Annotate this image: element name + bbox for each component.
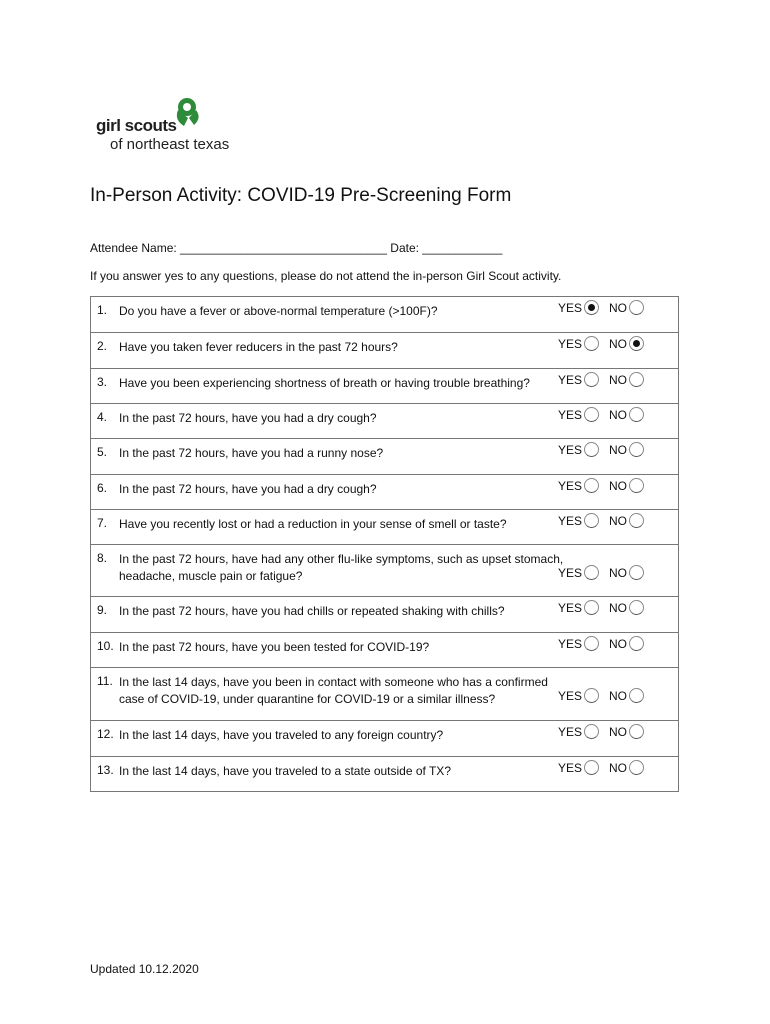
question-number: 5. xyxy=(97,445,108,459)
yes-option[interactable] xyxy=(558,407,605,422)
no-label: NO xyxy=(609,407,627,422)
no-label: NO xyxy=(609,300,627,315)
no-option[interactable] xyxy=(609,300,650,315)
question-text: In the past 72 hours, have had any other flu-like symptoms, such as upset stomach, headache, muscle pain or fatigue? xyxy=(119,552,564,583)
question-text: In the past 72 hours, have you had a dry cough? xyxy=(119,411,377,425)
no-option[interactable] xyxy=(609,513,650,528)
no-radio-button[interactable] xyxy=(629,760,644,775)
yes-radio-button[interactable] xyxy=(584,636,599,651)
answer-options xyxy=(558,478,650,493)
yes-radio-button[interactable] xyxy=(584,688,599,703)
no-radio-button[interactable] xyxy=(629,724,644,739)
yes-label: YES xyxy=(557,407,582,422)
answer-options xyxy=(558,442,650,457)
yes-label: YES xyxy=(557,760,582,775)
yes-radio-button[interactable] xyxy=(584,407,599,422)
question-row xyxy=(91,297,678,332)
question-row xyxy=(91,720,678,756)
answer-options xyxy=(558,760,650,775)
no-option[interactable] xyxy=(609,407,650,422)
yes-option[interactable] xyxy=(558,442,605,457)
no-option[interactable] xyxy=(609,372,650,387)
no-radio-button[interactable] xyxy=(629,442,644,457)
question-number: 9. xyxy=(97,603,108,617)
no-label: NO xyxy=(609,636,627,651)
no-radio-button[interactable] xyxy=(629,336,644,351)
no-label: NO xyxy=(609,565,627,580)
logo-text-primary: girl scouts xyxy=(96,116,177,135)
answer-options xyxy=(558,336,650,351)
no-label: NO xyxy=(609,372,627,387)
form-title: In-Person Activity: COVID-19 Pre-Screening Form xyxy=(90,185,512,206)
yes-radio-button[interactable] xyxy=(584,600,599,615)
no-option[interactable] xyxy=(609,600,650,615)
answer-options xyxy=(558,688,650,703)
yes-radio-button[interactable] xyxy=(584,724,599,739)
no-option[interactable] xyxy=(609,565,650,580)
yes-radio-button[interactable] xyxy=(584,442,599,457)
yes-label: YES xyxy=(557,442,582,457)
question-row xyxy=(91,544,678,596)
yes-label: YES xyxy=(557,600,582,615)
question-row xyxy=(91,474,678,509)
yes-radio-button[interactable] xyxy=(584,336,599,351)
question-text: In the past 72 hours, have you been tested for COVID-19? xyxy=(119,640,430,654)
yes-option[interactable] xyxy=(558,300,605,315)
logo-text-secondary: of northeast texas xyxy=(110,136,230,153)
yes-option[interactable] xyxy=(558,478,605,493)
no-label: NO xyxy=(609,513,627,528)
no-option[interactable] xyxy=(609,724,650,739)
no-radio-button[interactable] xyxy=(629,688,644,703)
yes-option[interactable] xyxy=(558,760,605,775)
yes-label: YES xyxy=(557,688,582,703)
yes-label: YES xyxy=(557,336,582,351)
yes-label: YES xyxy=(557,636,582,651)
question-number: 13. xyxy=(97,763,114,777)
no-label: NO xyxy=(609,724,627,739)
no-radio-button[interactable] xyxy=(629,600,644,615)
answer-options xyxy=(558,372,650,387)
question-row xyxy=(91,596,678,632)
yes-radio-button[interactable] xyxy=(584,513,599,528)
no-radio-button[interactable] xyxy=(629,565,644,580)
yes-option[interactable] xyxy=(558,336,605,351)
question-row xyxy=(91,332,678,368)
answer-options xyxy=(558,407,650,422)
question-text: In the last 14 days, have you been in contact with someone who has a confirmed case of COVID-19, under quarantine for COVID-19 or a similar illness? xyxy=(119,675,548,706)
question-row xyxy=(91,509,678,544)
question-number: 1. xyxy=(97,303,108,317)
yes-radio-button[interactable] xyxy=(584,565,599,580)
instruction-text: If you answer yes to any questions, please do not attend the in-person Girl Scout activity. xyxy=(90,269,562,283)
no-radio-button[interactable] xyxy=(629,513,644,528)
no-radio-button[interactable] xyxy=(629,407,644,422)
question-text: Have you been experiencing shortness of breath or having trouble breathing? xyxy=(119,376,530,390)
no-label: NO xyxy=(609,760,627,775)
question-number: 11. xyxy=(97,674,113,688)
question-text: In the last 14 days, have you traveled to a state outside of TX? xyxy=(119,764,451,778)
question-row xyxy=(91,667,678,720)
question-text: In the past 72 hours, have you had a runny nose? xyxy=(119,446,384,460)
answer-options xyxy=(558,513,650,528)
no-option[interactable] xyxy=(609,760,650,775)
no-radio-button[interactable] xyxy=(629,478,644,493)
no-option[interactable] xyxy=(609,688,650,703)
question-number: 8. xyxy=(97,551,108,565)
yes-label: YES xyxy=(557,478,582,493)
question-number: 6. xyxy=(97,481,108,495)
question-text: In the past 72 hours, have you had a dry cough? xyxy=(119,482,377,496)
yes-option[interactable] xyxy=(558,724,605,739)
no-label: NO xyxy=(609,478,627,493)
no-option[interactable] xyxy=(609,442,650,457)
yes-option[interactable] xyxy=(558,513,605,528)
no-option[interactable] xyxy=(609,478,650,493)
answer-options xyxy=(558,600,650,615)
yes-label: YES xyxy=(557,300,582,315)
no-radio-button[interactable] xyxy=(629,372,644,387)
no-label: NO xyxy=(609,442,627,457)
yes-label: YES xyxy=(557,565,582,580)
question-text: Have you recently lost or had a reduction in your sense of smell or taste? xyxy=(119,517,507,531)
answer-options xyxy=(558,565,650,580)
no-radio-button[interactable] xyxy=(629,636,644,651)
no-option[interactable] xyxy=(609,336,650,351)
question-number: 3. xyxy=(97,375,108,389)
yes-radio-button[interactable] xyxy=(584,300,599,315)
no-label: NO xyxy=(609,336,627,351)
yes-option[interactable] xyxy=(558,565,605,580)
organization-logo xyxy=(96,96,256,160)
question-number: 7. xyxy=(97,516,108,530)
yes-radio-button[interactable] xyxy=(584,372,599,387)
updated-date: Updated 10.12.2020 xyxy=(90,962,199,976)
question-row xyxy=(91,403,678,438)
question-row xyxy=(91,368,678,403)
yes-radio-button[interactable] xyxy=(584,478,599,493)
questions-table xyxy=(90,296,679,792)
question-number: 2. xyxy=(97,339,108,353)
yes-radio-button[interactable] xyxy=(584,760,599,775)
attendee-name-date-line[interactable]: Attendee Name: _______________________________ Date: ____________ xyxy=(90,241,503,255)
no-radio-button[interactable] xyxy=(629,300,644,315)
question-text: Do you have a fever or above-normal temperature (>100F)? xyxy=(119,304,438,318)
question-row xyxy=(91,756,678,791)
question-text: In the last 14 days, have you traveled to any foreign country? xyxy=(119,728,444,742)
no-option[interactable] xyxy=(609,636,650,651)
question-row xyxy=(91,438,678,474)
yes-option[interactable] xyxy=(558,600,605,615)
answer-options xyxy=(558,724,650,739)
answer-options xyxy=(558,300,650,315)
yes-option[interactable] xyxy=(558,372,605,387)
no-label: NO xyxy=(609,600,627,615)
yes-label: YES xyxy=(557,372,582,387)
question-number: 10. xyxy=(97,639,114,653)
yes-option[interactable] xyxy=(558,688,605,703)
yes-label: YES xyxy=(557,513,582,528)
question-number: 12. xyxy=(97,727,114,741)
question-number: 4. xyxy=(97,410,108,424)
no-label: NO xyxy=(609,688,627,703)
question-row xyxy=(91,632,678,667)
answer-options xyxy=(558,636,650,651)
question-text: Have you taken fever reducers in the past 72 hours? xyxy=(119,340,398,354)
question-text: In the past 72 hours, have you had chills or repeated shaking with chills? xyxy=(119,604,505,618)
yes-label: YES xyxy=(557,724,582,739)
yes-option[interactable] xyxy=(558,636,605,651)
